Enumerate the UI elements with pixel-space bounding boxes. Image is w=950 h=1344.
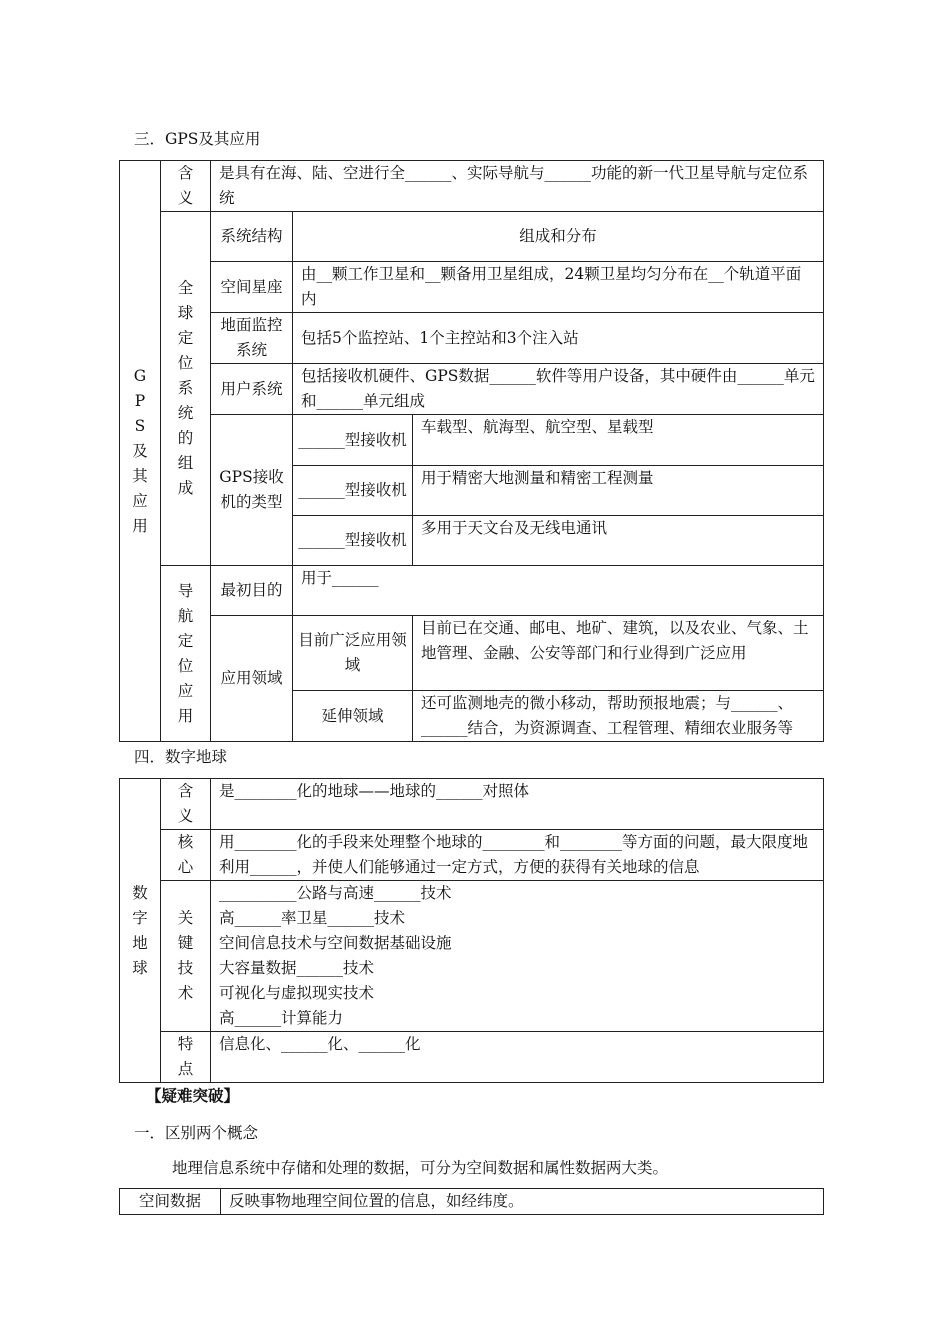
de-key-tech-list xyxy=(211,881,824,1032)
receiver-type-1: ______型接收机 xyxy=(293,415,413,466)
struct-label: 系统结构 xyxy=(211,212,293,262)
spatial-data-text: 反映事物地理空间位置的信息，如经纬度。 xyxy=(221,1189,824,1215)
section-3-heading: 三．GPS及其应用 xyxy=(134,130,261,148)
de-core-label: 核心 xyxy=(161,830,211,881)
global-positioning-label: 全球定位系统的组成 xyxy=(161,212,211,566)
receiver-desc-2: 用于精密大地测量和精密工程测量 xyxy=(413,466,824,516)
key-tech-item: 大容量数据______技术 xyxy=(219,959,375,977)
receiver-type-label: GPS接收机的类型 xyxy=(211,415,293,566)
user-label: 用户系统 xyxy=(211,364,293,415)
concept-subheading: 一．区别两个概念 xyxy=(134,1124,259,1142)
receiver-type-2: ______型接收机 xyxy=(293,466,413,516)
de-feature-text: 信息化、______化、______化 xyxy=(211,1032,824,1083)
space-label: 空间星座 xyxy=(211,262,293,313)
application-field-label: 应用领域 xyxy=(211,616,293,742)
current-field-label: 目前广泛应用领域 xyxy=(293,616,413,691)
space-text: 由__颗工作卫星和__颗备用卫星组成，24颗卫星均匀分布在__个轨道平面内 xyxy=(293,262,824,313)
digital-earth-table xyxy=(119,778,824,1083)
concept-paragraph: 地理信息系统中存储和处理的数据，可分为空间数据和属性数据两大类。 xyxy=(172,1159,669,1177)
gps-meaning-label: 含义 xyxy=(161,161,211,212)
spatial-data-label: 空间数据 xyxy=(120,1189,221,1215)
de-meaning-text: 是________化的地球——地球的______对照体 xyxy=(211,779,824,830)
initial-purpose-label: 最初目的 xyxy=(211,566,293,616)
key-tech-item: 高______计算能力 xyxy=(219,1009,344,1027)
gps-meaning-text: 是具有在海、陆、空进行全______、实际导航与______功能的新一代卫星导航与定位系统 xyxy=(211,161,824,212)
key-tech-item: 高______率卫星______技术 xyxy=(219,909,406,927)
current-field-text: 目前已在交通、邮电、地矿、建筑，以及农业、气象、土地管理、金融、公安等部门和行业得到广泛应用 xyxy=(413,616,824,691)
receiver-desc-3: 多用于天文台及无线电通讯 xyxy=(413,516,824,566)
ground-label: 地面监控系统 xyxy=(211,313,293,364)
extension-text: 还可监测地壳的微小移动，帮助预报地震；与______、______结合，为资源调查、工程管理、精细农业服务等 xyxy=(413,691,824,742)
ground-text: 包括5个监控站、1个主控站和3个注入站 xyxy=(293,313,824,364)
key-tech-item: 可视化与虚拟现实技术 xyxy=(219,984,375,1002)
user-text: 包括接收机硬件、GPS数据______软件等用户设备，其中硬件由______单元和______单元组成 xyxy=(293,364,824,415)
de-key-tech-label: 关键技术 xyxy=(161,881,211,1032)
spatial-data-table xyxy=(119,1188,824,1215)
breakthrough-heading: 【疑难突破】 xyxy=(146,1087,240,1105)
de-core-text: 用________化的手段来处理整个地球的________和________等方面的问题，最大限度地利用______，并使人们能够通过一定方式，方便的获得有关地球的信息 xyxy=(211,830,824,881)
navigation-label: 导航定位应用 xyxy=(161,566,211,742)
gps-table xyxy=(119,160,824,742)
de-meaning-label: 含义 xyxy=(161,779,211,830)
initial-purpose-text: 用于______ xyxy=(293,566,824,616)
de-feature-label: 特点 xyxy=(161,1032,211,1083)
extension-label: 延伸领域 xyxy=(293,691,413,742)
receiver-desc-1: 车载型、航海型、航空型、星载型 xyxy=(413,415,824,466)
struct-header: 组成和分布 xyxy=(293,212,824,262)
key-tech-item: 空间信息技术与空间数据基础设施 xyxy=(219,934,452,952)
gps-outer-label: GPS及其应用 xyxy=(120,161,161,742)
section-4-heading: 四．数字地球 xyxy=(134,748,228,766)
digital-earth-outer-label: 数字地球 xyxy=(120,779,161,1083)
key-tech-item: __________公路与高速______技术 xyxy=(219,884,452,902)
receiver-type-3: ______型接收机 xyxy=(293,516,413,566)
